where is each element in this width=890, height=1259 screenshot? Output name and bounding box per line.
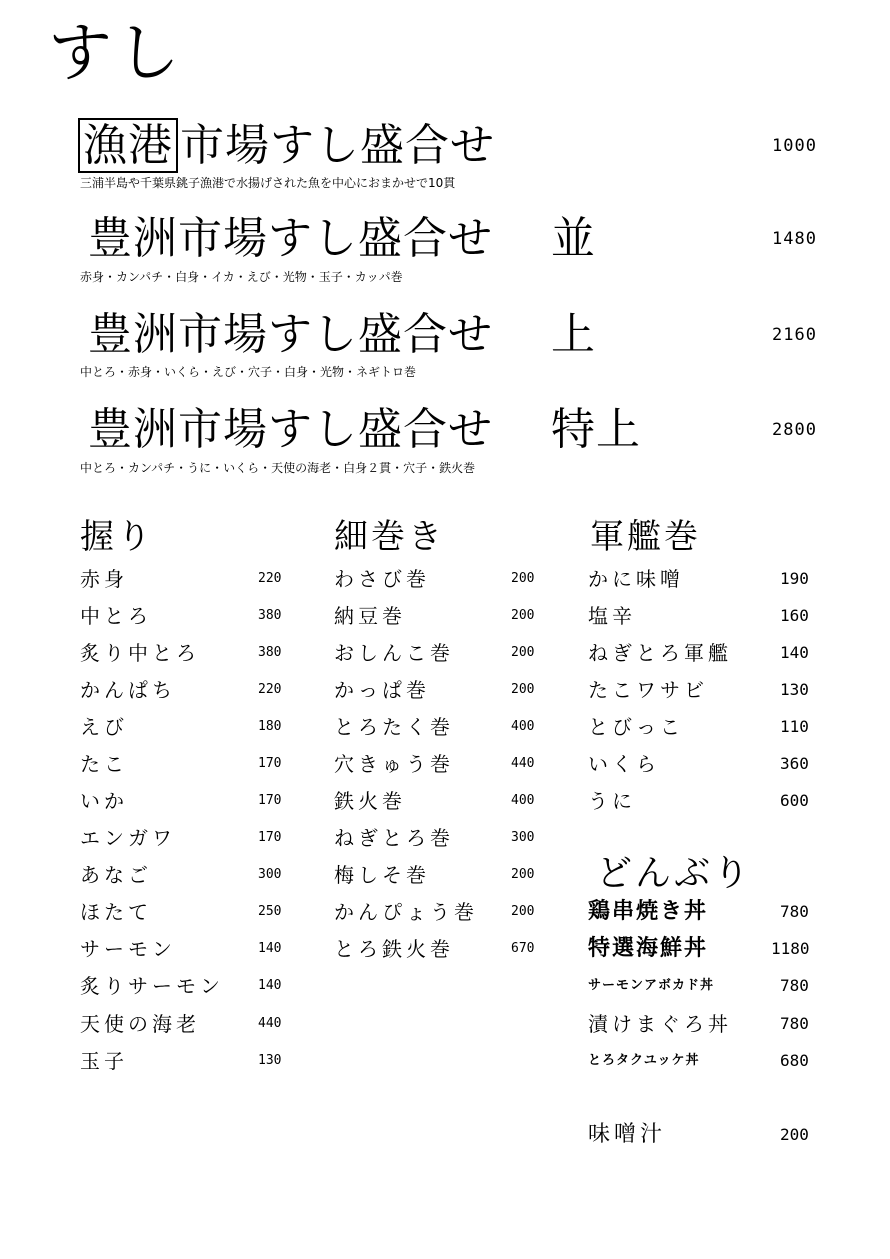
item-price: 200: [511, 904, 535, 919]
item-name: かっぱ巻: [334, 678, 430, 702]
item-price: 780: [780, 1014, 809, 1033]
item-name: とびっこ: [588, 715, 684, 739]
item-price: 780: [780, 902, 809, 921]
item-name: ほたて: [80, 900, 152, 924]
item-name: いくら: [588, 752, 660, 776]
item-name: ねぎとろ軍艦: [588, 641, 732, 665]
item-name: サーモンアボカド丼: [588, 978, 715, 993]
item-price: 380: [258, 645, 282, 660]
set-price: 1000: [772, 136, 817, 156]
item-name: 鉄火巻: [334, 789, 406, 813]
item-price: 300: [511, 830, 535, 845]
item-price: 200: [511, 682, 535, 697]
set-price: 1480: [772, 229, 817, 249]
set-name: [88, 309, 596, 360]
nigiri-title: 握り: [80, 517, 154, 557]
set-name-boxed: 漁港: [78, 118, 178, 173]
item-price: 380: [258, 608, 282, 623]
item-price: 170: [258, 756, 282, 771]
item-price: 400: [511, 719, 535, 734]
item-name: うに: [588, 789, 636, 813]
item-name: とろ鉄火巻: [334, 937, 454, 961]
item-name: 漬けまぐろ丼: [588, 1012, 732, 1036]
set-description: 中とろ・カンパチ・うに・いくら・天使の海老・白身２貫・穴子・鉄火巻: [80, 461, 476, 475]
item-name: 中とろ: [80, 604, 152, 628]
item-price: 250: [258, 904, 282, 919]
set-grade: 上: [551, 309, 596, 360]
set-name-main: 豊洲市場すし盛合せ: [88, 309, 493, 360]
set-grade: 並: [551, 213, 596, 264]
item-price: 200: [511, 645, 535, 660]
set-description: 赤身・カンパチ・白身・イカ・えび・光物・玉子・カッパ巻: [80, 270, 403, 284]
set-price: 2160: [772, 325, 817, 345]
set-price: 2800: [772, 420, 817, 440]
item-price: 200: [780, 1125, 809, 1144]
set-name-main: 豊洲市場すし盛合せ: [88, 213, 493, 264]
item-name: えび: [80, 715, 128, 739]
item-price: 140: [258, 978, 282, 993]
set-name: [88, 404, 641, 455]
gunkan-title: 軍艦巻: [590, 517, 701, 557]
item-price: 440: [511, 756, 535, 771]
item-name: とろたく巻: [334, 715, 454, 739]
item-price: 600: [780, 791, 809, 810]
item-name: 穴きゅう巻: [334, 752, 454, 776]
item-price: 1180: [771, 939, 810, 958]
set-description: 中とろ・赤身・いくら・えび・穴子・白身・光物・ネギトロ巻: [80, 365, 417, 379]
item-price: 680: [780, 1051, 809, 1070]
item-name: 味噌汁: [588, 1122, 667, 1147]
item-name: サーモン: [80, 937, 176, 961]
item-price: 220: [258, 571, 282, 586]
item-name: 炙り中とろ: [80, 641, 200, 665]
item-price: 130: [258, 1053, 282, 1068]
item-name: とろタクユッケ丼: [588, 1053, 700, 1068]
set-name-main: 市場すし盛合せ: [180, 120, 495, 171]
item-name: ねぎとろ巻: [334, 826, 454, 850]
item-price: 140: [258, 941, 282, 956]
item-name: いか: [80, 789, 128, 813]
item-price: 140: [780, 643, 809, 662]
item-name: 玉子: [80, 1049, 128, 1073]
hosomaki-title: 細巻き: [334, 517, 445, 557]
set-name-main: 豊洲市場すし盛合せ: [88, 404, 493, 455]
item-price: 170: [258, 793, 282, 808]
item-name: たこワサビ: [588, 678, 708, 702]
item-price: 200: [511, 571, 535, 586]
item-name: かに味噌: [588, 567, 684, 591]
item-name: 納豆巻: [334, 604, 406, 628]
item-price: 360: [780, 754, 809, 773]
item-name: 梅しそ巻: [334, 863, 430, 887]
item-name: かんぱち: [80, 678, 176, 702]
item-name: わさび巻: [334, 567, 430, 591]
item-price: 190: [780, 569, 809, 588]
set-name: [88, 213, 596, 264]
item-price: 220: [258, 682, 282, 697]
item-name: 鶏串焼き丼: [588, 899, 709, 924]
item-price: 200: [511, 867, 535, 882]
item-name: 特選海鮮丼: [588, 936, 709, 961]
item-name: たこ: [80, 752, 128, 776]
set-description: 三浦半島や千葉県銚子漁港で水揚げされた魚を中心におまかせで10貫: [80, 176, 456, 190]
item-name: かんぴょう巻: [334, 900, 478, 924]
item-price: 300: [258, 867, 282, 882]
page-title: すし: [48, 17, 184, 91]
item-name: 赤身: [80, 567, 128, 591]
item-name: 炙りサーモン: [80, 974, 224, 998]
item-name: 塩辛: [588, 604, 636, 628]
item-price: 130: [780, 680, 809, 699]
item-name: 天使の海老: [80, 1012, 200, 1036]
item-price: 670: [511, 941, 535, 956]
item-price: 440: [258, 1016, 282, 1031]
item-price: 400: [511, 793, 535, 808]
item-name: エンガワ: [80, 826, 176, 850]
item-price: 160: [780, 606, 809, 625]
set-name: [78, 120, 495, 171]
item-price: 780: [780, 976, 809, 995]
item-price: 110: [780, 717, 809, 736]
set-grade: 特上: [551, 404, 641, 455]
item-price: 200: [511, 608, 535, 623]
item-name: おしんこ巻: [334, 641, 454, 665]
donburi-title: どんぶり: [596, 853, 753, 894]
item-price: 180: [258, 719, 282, 734]
item-name: あなご: [80, 863, 152, 887]
item-price: 170: [258, 830, 282, 845]
